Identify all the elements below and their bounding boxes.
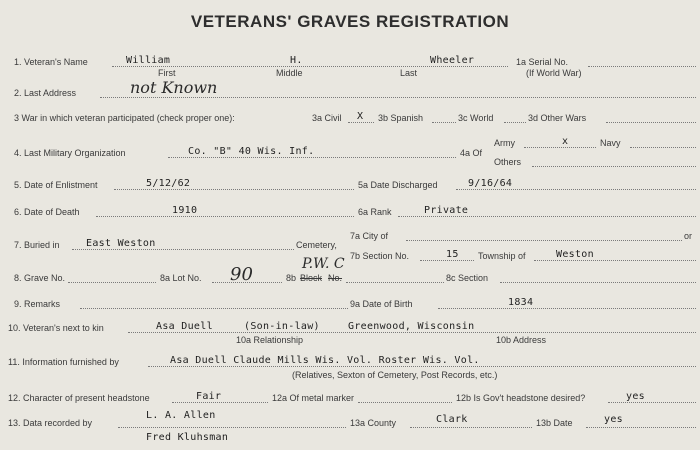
grave-no-line [68,282,156,283]
section-line [500,282,696,283]
furnished-by-value: Asa Duell Claude Mills Wis. Vol. Roster Wis. Vol. [170,355,480,366]
label-or: or [684,231,693,241]
label-govt-headstone: 12b Is Gov't headstone desired? [456,393,586,403]
govt-headstone-line [608,402,696,403]
label-enlistment: 5. Date of Enlistment [14,180,98,190]
address-line [100,97,696,98]
block-line [346,282,444,283]
date-line [586,427,696,428]
enlistment-line [114,189,354,190]
label-no-struck: No. [328,273,343,283]
middle-name-value: H. [290,55,303,66]
label-city-of: 7a City of [350,231,389,241]
others-line [532,166,696,167]
spanish-line [432,122,456,123]
enlistment-value: 5/12/62 [146,178,191,189]
buried-line [72,249,294,250]
furnished-caption: (Relatives, Sexton of Cemetery, Post Records, etc.) [292,370,498,380]
county-value: Clark [436,414,468,425]
rank-line [398,216,696,217]
label-furnished-by: 11. Information furnished by [8,357,119,367]
label-civil: 3a Civil [312,113,342,123]
label-block-struck: Block [300,273,323,283]
army-line [524,147,596,148]
recorded-by-line [118,427,346,428]
label-of: 4a Of [460,148,483,158]
label-recorded-by: 13. Data recorded by [8,418,93,428]
govt-headstone-value: yes [626,391,645,402]
label-8b: 8b [286,273,297,283]
township-value: Weston [556,249,594,260]
lot-no-value: 90 [230,264,253,285]
date-value: yes [604,414,623,425]
last-name-value: Wheeler [430,55,475,66]
label-headstone: 12. Character of present headstone [8,393,150,403]
discharged-value: 9/16/64 [468,178,513,189]
city-line [406,240,682,241]
death-line [96,216,354,217]
death-value: 1910 [172,205,198,216]
label-cemetery: Cemetery, [296,240,337,250]
birth-value: 1834 [508,297,534,308]
first-name-value: William [126,55,171,66]
relationship-caption: 10a Relationship [236,335,304,345]
metal-marker-line [358,402,452,403]
last-address-value: not Known [130,78,218,97]
furnished-line [148,366,696,367]
label-others: Others [494,157,522,167]
buried-in-value: East Weston [86,238,156,249]
label-date: 13b Date [536,418,573,428]
organization-line [168,157,456,158]
label-other-wars: 3d Other Wars [528,113,587,123]
label-grave-no: 8. Grave No. [14,273,66,283]
label-county: 13a County [350,418,397,428]
label-section-no: 7b Section No. [350,251,410,261]
rank-value: Private [424,205,469,216]
label-death: 6. Date of Death [14,207,80,217]
other-wars-line [606,122,696,123]
label-birth: 9a Date of Birth [350,299,413,309]
label-buried-in: 7. Buried in [14,240,60,250]
last-caption: Last [400,68,418,78]
serial-caption: (If World War) [526,68,582,78]
label-next-kin: 10. Veteran's next to kin [8,323,104,333]
label-section: 8c Section [446,273,489,283]
first-caption: First [158,68,176,78]
county-line [410,427,532,428]
section-no-value: 15 [446,249,459,260]
page-title: VETERANS' GRAVES REGISTRATION [190,12,510,31]
label-last-address: 2. Last Address [14,88,77,98]
birth-line [438,308,696,309]
world-line [504,122,526,123]
label-veterans-name: 1. Veteran's Name [14,57,88,67]
next-kin-value: Asa Duell [156,321,213,332]
remarks-line [80,308,348,309]
label-serial-no: 1a Serial No. [516,57,569,67]
next-kin-line [128,332,696,333]
label-township: Township of [478,251,526,261]
label-organization: 4. Last Military Organization [14,148,126,158]
section-no-line [420,260,474,261]
address-caption: 10b Address [496,335,547,345]
label-remarks: 9. Remarks [14,299,61,309]
township-line [534,260,696,261]
relationship-value: (Son-in-law) [244,321,320,332]
headstone-line [172,402,268,403]
label-spanish: 3b Spanish [378,113,424,123]
kin-address-value: Greenwood, Wisconsin [348,321,475,332]
label-lot-no: 8a Lot No. [160,273,202,283]
middle-caption: Middle [276,68,303,78]
label-navy: Navy [600,138,621,148]
recorded-by-value: L. A. Allen [146,410,216,421]
recorded-by-second-value: Fred Kluhsman [146,432,229,443]
discharged-line [456,189,696,190]
label-army: Army [494,138,515,148]
navy-line [630,147,696,148]
label-metal-marker: 12a Of metal marker [272,393,355,403]
label-war: 3 War in which veteran participated (check proper one): [14,113,235,123]
label-rank: 6a Rank [358,207,392,217]
headstone-value: Fair [196,391,222,402]
label-world: 3c World [458,113,494,123]
civil-check-mark: X [357,111,364,122]
civil-line [348,122,374,123]
name-line [112,66,508,67]
organization-value: Co. "B" 40 Wis. Inf. [188,146,315,157]
block-note-value: P.W. C [302,256,345,272]
army-check-mark: x [562,136,569,147]
label-discharged: 5a Date Discharged [358,180,438,190]
serial-line [588,66,696,67]
